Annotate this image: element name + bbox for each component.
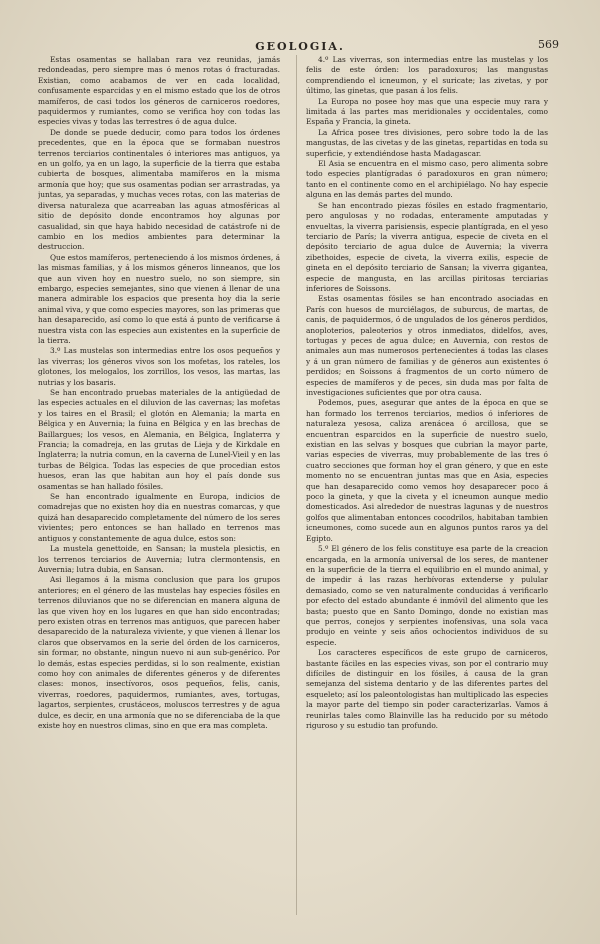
paragraph: Se han encontrado igualmente en Europa, indicios de comadrejas que no existen hoy dia en nuestras comarcas, y que quizá han desaparecido completamente del número de los seres vivientes; pero entonces se han hallado en terrenos mas antiguos y constantemente de agua dulce, estos son: bbox=[38, 492, 280, 543]
paragraph: 3.º Las mustelas son intermedias entre los osos pequeños y las viverras; los géneros vivos son los mofetas, los rateles, los glotones, los melogalos, los zorrillos, los vesos, las martas, las nutrias y los basaris. bbox=[38, 346, 280, 387]
running-header-title: GEOLOGIA. bbox=[255, 40, 345, 53]
paragraph: 4.º Las viverras, son intermedias entre las mustelas y los felis de este órden: los paradoxuros; las mangustas comprendiendo el icneumon, y el suricate; las zivetas, y por último, las ginetas, que pasan á los felis. bbox=[306, 55, 548, 96]
paragraph: Que estos mamíferos, perteneciendo á los mismos órdenes, á las mismas familias, y á los mismos géneros linneanos, que los que aun viven hoy en nuestro suelo, no son siempre, sin embargo, especies semejantes, sino que vienen á llenar de una manera admirable los espacios que presenta hoy dia la serie animal viva, y que como especies mayores, son las primeras que han desaparecido, así como lo que está á punto de verificarse á nuestra vista con las especies aun existentes en la superficie de la tierra. bbox=[38, 252, 280, 345]
paragraph: La Africa posee tres divisiones, pero sobre todo la de las mangustas, de las civetas y de las ginetas, repartidas en toda su superficie, y extendiéndose hasta Madagascar. bbox=[306, 127, 548, 158]
paragraph: Los caracteres específicos de este grupo de carniceros, bastante fáciles en las especies vivas, son por el contrario muy difíciles de distinguir en los fósiles, á causa de la gran semejanza del sistema dentario y de las diferentes partes del esqueleto; así los paleontologistas han multiplicado las especies la mayor parte del tiempo sin poder caracterizarlas. Vamos á reunirlas tales como Blainville las ha reducido por su método riguroso y su estudio tan profundo. bbox=[306, 648, 548, 730]
paragraph: La mustela genettoide, en Sansan; la mustela plesictis, en los terrenos terciarios de Auvernia; lutra clermontensis, en Auvernia; lutra dubia, en Sansan. bbox=[38, 544, 280, 574]
page-number: 569 bbox=[538, 38, 559, 51]
paragraph: El Asia se encuentra en el mismo caso, pero alimenta sobre todo especies plantígradas ó paradoxuros en gran número; tanto en el continente como en el archipiélago. No hay especie alguna en las demás partes del mundo. bbox=[306, 159, 548, 200]
column-divider bbox=[296, 55, 297, 915]
paragraph: 5.º El género de los felis constituye esa parte de la creacion encargada, en la armonía universal de los seres, de mantener en la superficie de la tierra el equilibrio en el mundo animal, y de impedir á las razas herbívoras extenderse y pulular demasiado, como se ven naturalmente conducidas á verificarlo por efecto del estado abundante é inmóvil del alimento que les basta; puesto que en Santo Domingo, donde no existian mas que perros, conejos y serpientes inofensivas, una sola vaca produjo en veinte y seis años ochocientos individuos de su especie. bbox=[306, 544, 548, 647]
paragraph: Estas osamentas se hallaban rara vez reunidas, jamás redondeadas, pero siempre mas ó menos rotas ó fracturadas. Existian, como acabamos de ver en cada localidad, confusamente esparcidas y en el mismo estado que los de otros mamíferos, de casi todos los géneros de carniceros roedores, paquidermos y rumiantes, como se verifica hoy con todas las especies vivas y todas las terrestres ó de agua dulce. bbox=[38, 55, 280, 127]
paragraph: De donde se puede deducir, como para todos los órdenes precedentes, que en la época que se formaban nuestros terrenos terciarios continentales ó interiores mas antiguos, ya en un golfo, ya en un lago, la superficie de la tierra que estaba cubierta de bosques, alimentaba mamíferos en la misma armonía que hoy; que sus osamentas podian ser arrastradas, ya juntas, ya separadas, y muchas veces rotas, con las materias de diversa naturaleza que acarreaban las aguas atmosféricas al sitio de depósito donde encontramos hoy algunas por casualidad, sin que haya habido necesidad de catástrofe ni de cambio en los medios ambientes para determinar la destruccion. bbox=[38, 127, 280, 252]
paragraph: Podemos, pues, asegurar que antes de la época en que se han formado los terrenos terciarios, medios ó inferiores de naturaleza yesosa, caliza arenácea ó arcillosa, que se encuentran esparcidos en la superficie de nuestro suelo, existian en las selvas y bosques que cubrian la mayor parte, varias especies de viverras, muy probablemente de las tres ó cuatro secciones que forman hoy el gran género, y que en este momento no se encuentran juntas mas que en Asia, especies que han desaparecido como vemos hoy desaparecer poco á poco la gineta, y que la civeta y el icneumon aunque medio domesticados. Asi alrededor de nuestras lagunas y de nuestros golfos que alimentaban entonces cocodrilos, habitaban tambien icneumones, como sucede aun en algunos puntos raros ya del Egipto. bbox=[306, 398, 548, 543]
paragraph: Estas osamentas fósiles se han encontrado asociadas en París con huesos de murciélagos, de suburcus, de martas, de canis, de paquidermos, ó de ungulados de los géneros perdidos, anoploterios, paleoterios y otros inmediatos, didelfos, aves, tortugas y peces de agua dulce; en Auvernia, con restos de animales aun mas numerosos pertenecientes á todas las clases y á un gran número de familias y de géneros aun existentes ó perdidos; en Soissons á fragmentos de un corto número de especies de mamíferos y de peces, sin duda mas por falta de investigaciones suficientes que por otra causa. bbox=[306, 294, 548, 397]
right-text-column bbox=[306, 55, 548, 925]
paragraph: Se han encontrado pruebas materiales de la antigüedad de las especies actuales en el diluvion de las cavernas; las mofetas y los taires en el Brasil; el glotón en Alemania; la marta en Bélgica y en Auvernia; la fuina en Bélgica y en las brechas de Baillargues; los vesos, en Alemania, en Bélgica, Inglaterra y Francia; la comadreja, en las grutas de Lieja y de Kirkdale en Inglaterra; la nutria comun, en la caverna de Lunel-Vieil y en las turbas de Bélgica. Todas las especies de que procedian estos huesos, eran las que habitan aun hoy el país donde sus osamentas se han hallado fósiles. bbox=[38, 388, 280, 491]
paragraph: Asi llegamos á la misma conclusion que para los grupos anteriores; en el género de las mustelas hay especies fósiles en terrenos diluvianos que no se diferencian en manera alguna de las que viven hoy en los lugares en que han sido encontradas; pero existen otras en terrenos mas antiguos, que parecen haber desaparecido de la naturaleza viviente, y que vienen á llenar los claros que observamos en la serie del órden de los carniceros, sin formar, no obstante, ningun nuevo ni aun sub-genérico. Por lo demás, estas especies perdidas, si lo son realmente, existian como hoy con animales de diferentes géneros y de diferentes clases: monos, insectívoros, osos pequeños, felis, canis, viverras, roedores, paquidermos, rumiantes, aves, tortugas, lagartos, serpientes, crustáceos, moluscos terrestres y de agua dulce, es decir, en una armonía que no se diferenciaba de la que existe hoy en nuestros climas, sino en que era mas completa. bbox=[38, 575, 280, 730]
paragraph: La Europa no posee hoy mas que una especie muy rara y limitada á las partes mas meridionales y occidentales, como España y Francia, la gineta. bbox=[306, 96, 548, 127]
paragraph: Se han encontrado piezas fósiles en estado fragmentario, pero angulosas y no rodadas, enteramente amputadas y envueltas, la viverra parisiensis, especie plantígrada, en el yeso terciario de París; la viverra antigua, especie de civeta en el depósito terciario de agua dulce de Auvernia; la viverra zibethoides, especie de civeta, la viverra exilis, especie de gineta en el depósito terciario de Sansan; la viverra gigantea, especie de mangusta, en las arcillas piritosas terciarias inferiores de Soissons. bbox=[306, 200, 548, 293]
left-text-column bbox=[38, 55, 280, 925]
